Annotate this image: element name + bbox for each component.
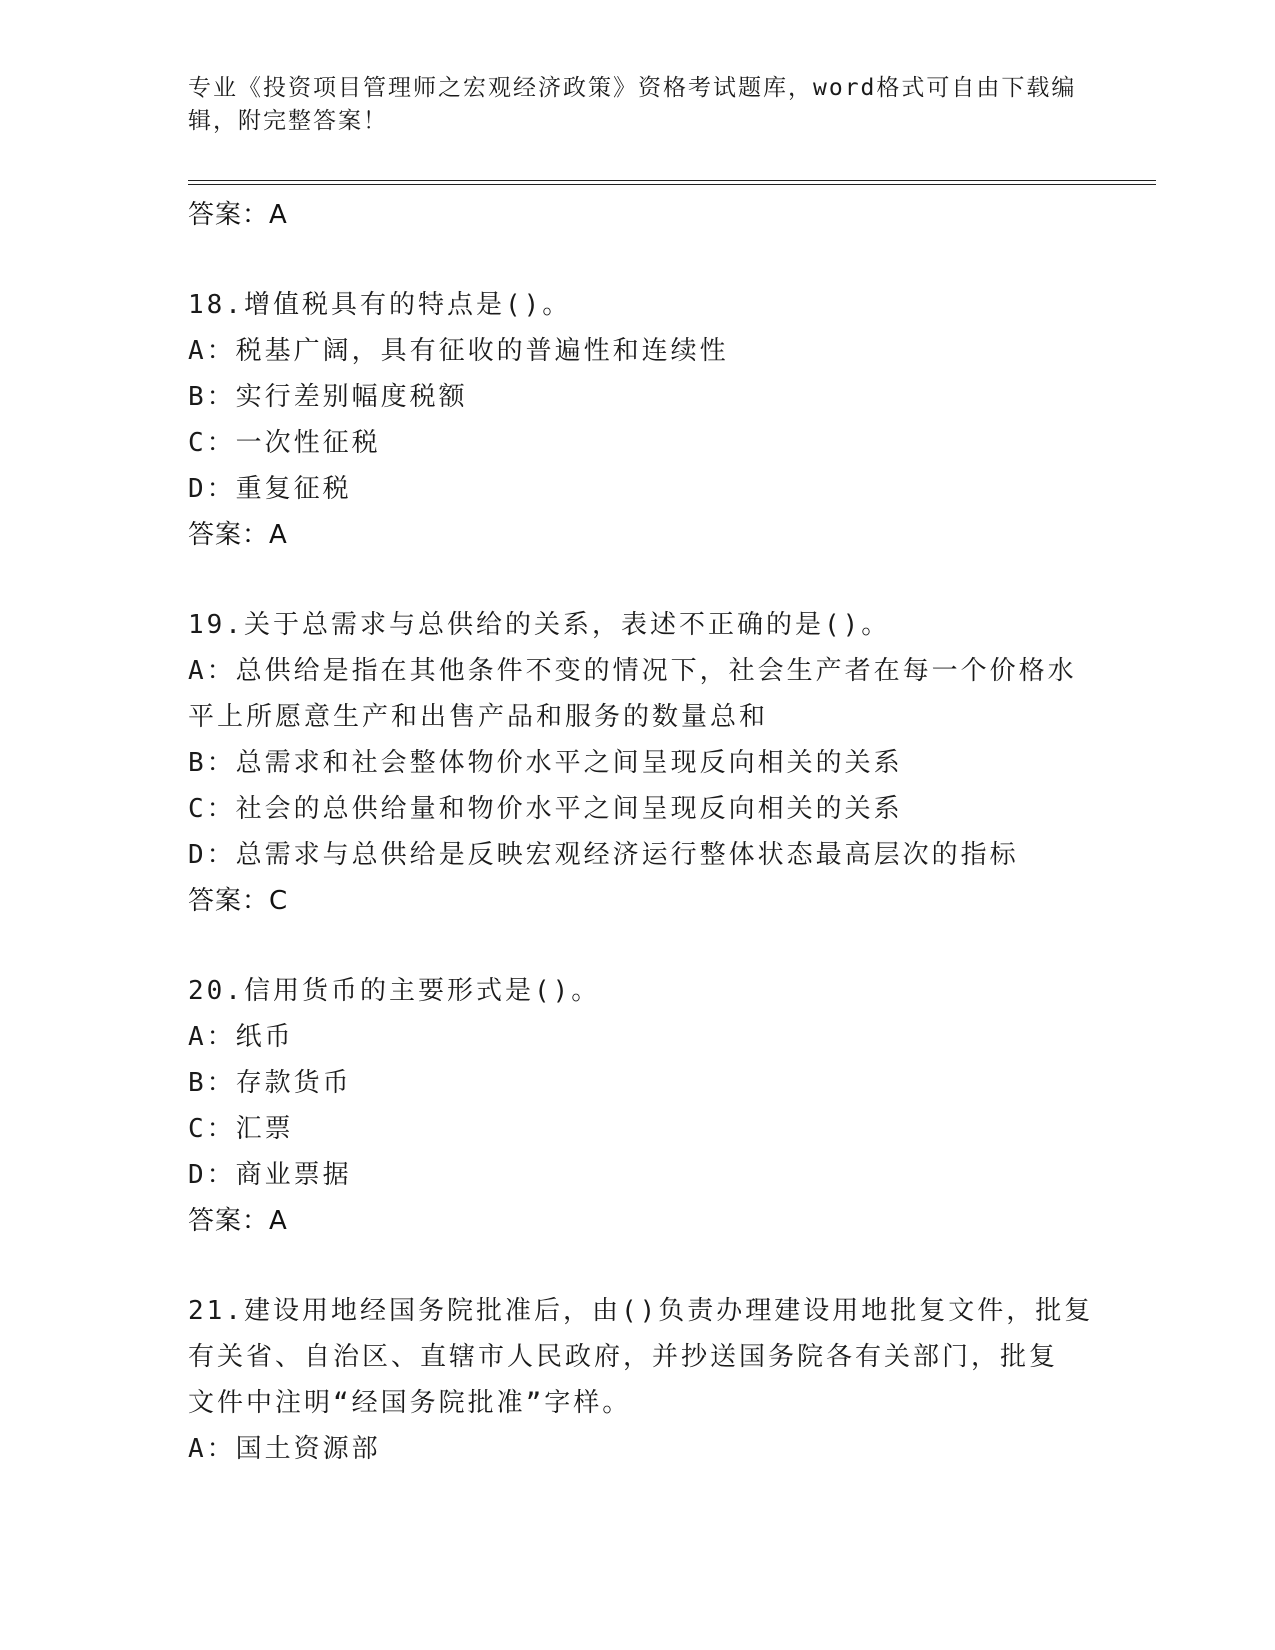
option-line: A：总供给是指在其他条件不变的情况下，社会生产者在每一个价格水 <box>188 656 1077 686</box>
answer-line: 答案：A <box>188 200 288 230</box>
question-stem: 19.关于总需求与总供给的关系，表述不正确的是()。 <box>188 610 891 640</box>
option-line: B：实行差别幅度税额 <box>188 382 468 412</box>
header-line: 辑，附完整答案！ <box>188 108 388 134</box>
option-line: A：国土资源部 <box>188 1434 381 1464</box>
option-line: C：一次性征税 <box>188 428 381 458</box>
question-stem: 18.增值税具有的特点是()。 <box>188 290 572 320</box>
question-spacer <box>188 1244 1088 1288</box>
question-stem: 文件中注明“经国务院批准”字样。 <box>188 1388 632 1418</box>
question-stem: 21.建设用地经国务院批准后，由()负责办理建设用地批复文件，批复 <box>188 1296 1094 1326</box>
option-line: A：纸币 <box>188 1022 294 1052</box>
option-line: D：总需求与总供给是反映宏观经济运行整体状态最高层次的指标 <box>188 840 1019 870</box>
header-divider <box>188 180 1156 181</box>
question-spacer <box>188 238 1088 282</box>
option-line: B：存款货币 <box>188 1068 352 1098</box>
option-line: D：商业票据 <box>188 1160 352 1190</box>
answer-line: 答案：A <box>188 520 288 550</box>
question-stem: 20.信用货币的主要形式是()。 <box>188 976 601 1006</box>
option-line: C：汇票 <box>188 1114 294 1144</box>
question-list <box>188 192 1094 1472</box>
question-stem: 有关省、自治区、直辖市人民政府，并抄送国务院各有关部门，批复 <box>188 1342 1059 1372</box>
question-spacer <box>188 924 1088 968</box>
answer-line: 答案：A <box>188 1206 288 1236</box>
question-item <box>188 602 1088 924</box>
question-spacer <box>188 558 1088 602</box>
question-item <box>188 282 1088 558</box>
option-line: C：社会的总供给量和物价水平之间呈现反向相关的关系 <box>188 794 903 824</box>
document-header <box>188 72 1088 138</box>
header-divider <box>188 184 1156 185</box>
option-line: A：税基广阔，具有征收的普遍性和连续性 <box>188 336 729 366</box>
question-item <box>188 1288 1094 1472</box>
option-line: B：总需求和社会整体物价水平之间呈现反向相关的关系 <box>188 748 903 778</box>
header-line: 专业《投资项目管理师之宏观经济政策》资格考试题库，word格式可自由下载编 <box>188 75 1077 101</box>
answer-line: 答案：C <box>188 886 289 916</box>
question-item <box>188 968 1088 1244</box>
option-line: 平上所愿意生产和出售产品和服务的数量总和 <box>188 702 769 732</box>
option-line: D：重复征税 <box>188 474 352 504</box>
